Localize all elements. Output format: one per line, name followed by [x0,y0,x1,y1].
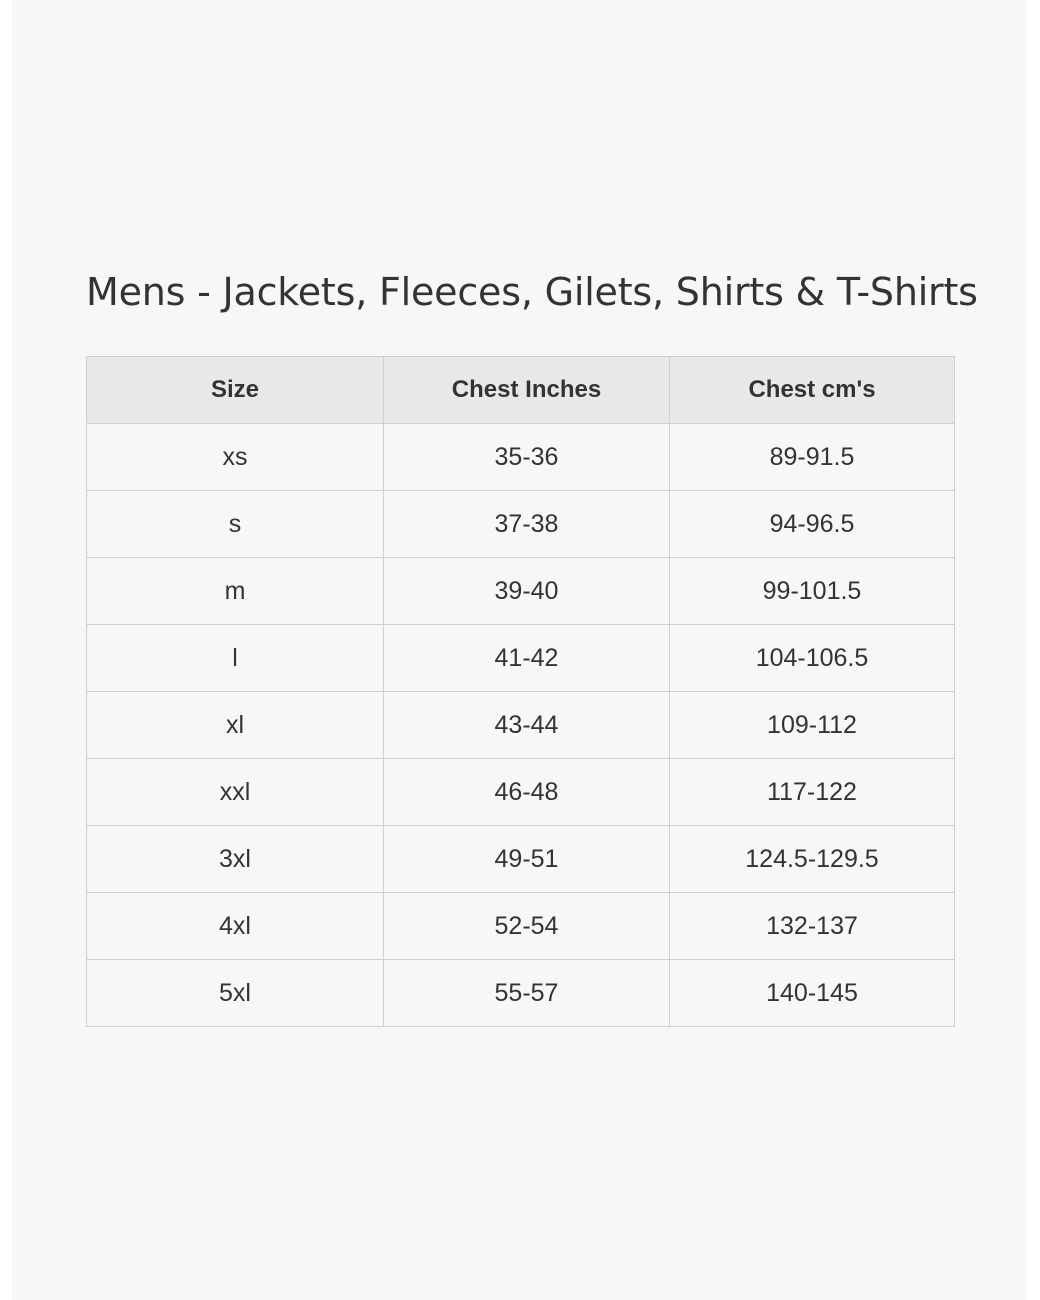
cell-size: s [87,491,384,558]
cell-chest-cm: 132-137 [670,893,955,960]
cell-size: xl [87,692,384,759]
cell-chest-cm: 109-112 [670,692,955,759]
size-chart-table [86,356,955,1027]
cell-chest-inches: 46-48 [384,759,670,826]
size-guide-page [12,0,1026,1300]
cell-chest-inches: 39-40 [384,558,670,625]
table-body [87,424,955,1027]
table-row [87,491,955,558]
cell-size: 5xl [87,960,384,1027]
cell-chest-inches: 49-51 [384,826,670,893]
header-size: Size [87,357,384,424]
cell-chest-cm: 140-145 [670,960,955,1027]
cell-chest-cm: 99-101.5 [670,558,955,625]
table-row [87,826,955,893]
cell-size: m [87,558,384,625]
cell-chest-inches: 55-57 [384,960,670,1027]
cell-size: 4xl [87,893,384,960]
cell-chest-inches: 43-44 [384,692,670,759]
table-row [87,558,955,625]
cell-chest-inches: 52-54 [384,893,670,960]
header-row [87,357,955,424]
cell-size: xxl [87,759,384,826]
cell-size: 3xl [87,826,384,893]
table-row [87,424,955,491]
cell-size: xs [87,424,384,491]
header-chest-cm: Chest cm's [670,357,955,424]
cell-chest-inches: 35-36 [384,424,670,491]
cell-chest-cm: 104-106.5 [670,625,955,692]
table-row [87,960,955,1027]
cell-chest-inches: 41-42 [384,625,670,692]
header-chest-inches: Chest Inches [384,357,670,424]
page-title: Mens - Jackets, Fleeces, Gilets, Shirts & T-Shirts [86,270,978,314]
table-row [87,625,955,692]
cell-chest-cm: 89-91.5 [670,424,955,491]
table-header [87,357,955,424]
table-row [87,893,955,960]
cell-chest-cm: 124.5-129.5 [670,826,955,893]
cell-chest-cm: 94-96.5 [670,491,955,558]
cell-chest-cm: 117-122 [670,759,955,826]
cell-chest-inches: 37-38 [384,491,670,558]
cell-size: l [87,625,384,692]
table-row [87,692,955,759]
table-row [87,759,955,826]
